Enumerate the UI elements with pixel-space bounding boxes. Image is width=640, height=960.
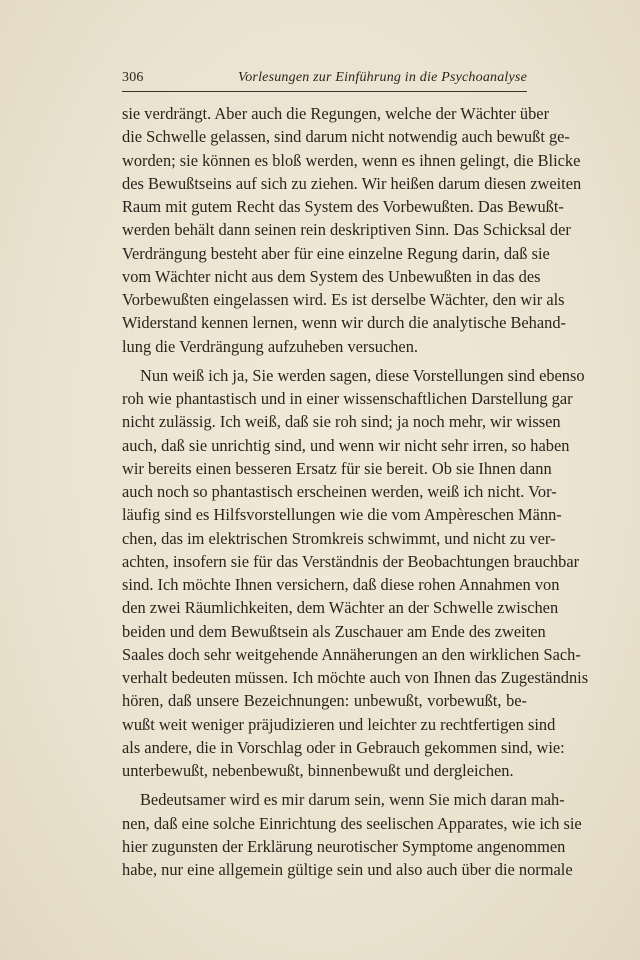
text-line: Widerstand kennen lernen, wenn wir durch die analytische Behand- <box>122 313 567 333</box>
text-line: die Schwelle gelassen, sind darum nicht notwendig auch bewußt ge- <box>122 127 570 147</box>
text-line: Nun weiß ich ja, Sie werden sagen, diese Vorstellungen sind ebenso <box>140 365 585 385</box>
text-line: des Bewußtseins auf sich zu ziehen. Wir heißen darum diesen zweiten <box>122 173 582 193</box>
text-line: Raum mit gutem Recht das System des Vorbewußten. Das Bewußt- <box>122 197 564 216</box>
text-line: wir bereits einen besseren Ersatz für sie bereit. Ob sie Ihnen dann <box>122 458 552 478</box>
text-line: chen, das im elektrischen Stromkreis schwimmt, und nicht zu ver- <box>122 528 556 548</box>
page-number: 306 <box>122 70 144 85</box>
text-line: nicht zulässig. Ich weiß, daß sie roh sind; ja noch mehr, wir wissen <box>122 412 561 432</box>
text-line: sie verdrängt. Aber auch die Regungen, welche der Wächter über <box>122 104 550 123</box>
text-line: lung die Verdrängung aufzuheben versuchen. <box>122 336 418 356</box>
text-line: vom Wächter nicht aus dem System des Unbewußten in das des <box>122 266 541 286</box>
text-line: auch noch so phantastisch erscheinen werden, weiß ich nicht. Vor- <box>122 482 557 501</box>
text-line: Saales doch sehr weitgehende Annäherungen an den wirklichen Sach- <box>122 644 581 664</box>
text-line: den zwei Räumlichkeiten, dem Wächter an der Schwelle zwischen <box>122 598 559 618</box>
running-title: Vorlesungen zur Einführung in die Psychoanalyse <box>238 70 527 85</box>
text-line: beiden und dem Bewußtsein als Zuschauer am Ende des zweiten <box>122 621 546 641</box>
text-line: Verdrängung besteht aber für eine einzelne Regung darin, daß sie <box>122 243 550 263</box>
body-text <box>122 102 589 881</box>
paragraph <box>122 364 589 783</box>
text-line: auch, daß sie unrichtig sind, und wenn wir nicht sehr irren, so haben <box>122 435 570 455</box>
text-line: hören, daß unsere Bezeichnungen: unbewußt, vorbewußt, be- <box>122 691 527 711</box>
text-line: Vorbewußten eingelassen wird. Es ist derselbe Wächter, den wir als <box>122 290 565 309</box>
page-header <box>122 70 527 92</box>
text-line: worden; sie können es bloß werden, wenn es ihnen gelingt, die Blicke <box>122 150 581 170</box>
text-line: als andere, die in Vorschlag oder in Gebrauch gekommen sind, wie: <box>122 737 565 757</box>
text-line: werden behält dann seinen rein deskriptiven Sinn. Das Schicksal der <box>122 220 571 240</box>
text-line: sind. Ich möchte Ihnen versichern, daß diese rohen Annahmen von <box>122 575 560 594</box>
text-line: hier zugunsten der Erklärung neurotischer Symptome angenommen <box>122 836 566 856</box>
text-line: wußt weit weniger präjudizieren und leichter zu rechtfertigen sind <box>122 714 556 734</box>
text-line: Bedeutsamer wird es mir darum sein, wenn Sie mich daran mah- <box>140 790 565 810</box>
text-line: nen, daß eine solche Einrichtung des seelischen Apparates, wie ich sie <box>122 813 582 833</box>
text-line: achten, insofern sie für das Verständnis der Beobachtungen brauchbar <box>122 551 580 571</box>
text-line: verhalt bedeuten müssen. Ich möchte auch von Ihnen das Zugeständnis <box>122 668 589 687</box>
text-line: läufig sind es Hilfsvorstellungen wie die vom Ampèreschen Männ- <box>122 505 562 525</box>
paragraph <box>122 788 582 881</box>
text-line: roh wie phantastisch und in einer wissenschaftlichen Darstellung gar <box>122 389 573 408</box>
text-line: habe, nur eine allgemein gültige sein und also auch über die normale <box>122 860 573 879</box>
text-line: unterbewußt, nebenbewußt, binnenbewußt und dergleichen. <box>122 761 514 780</box>
paragraph <box>122 102 582 358</box>
header-rule <box>122 91 527 92</box>
